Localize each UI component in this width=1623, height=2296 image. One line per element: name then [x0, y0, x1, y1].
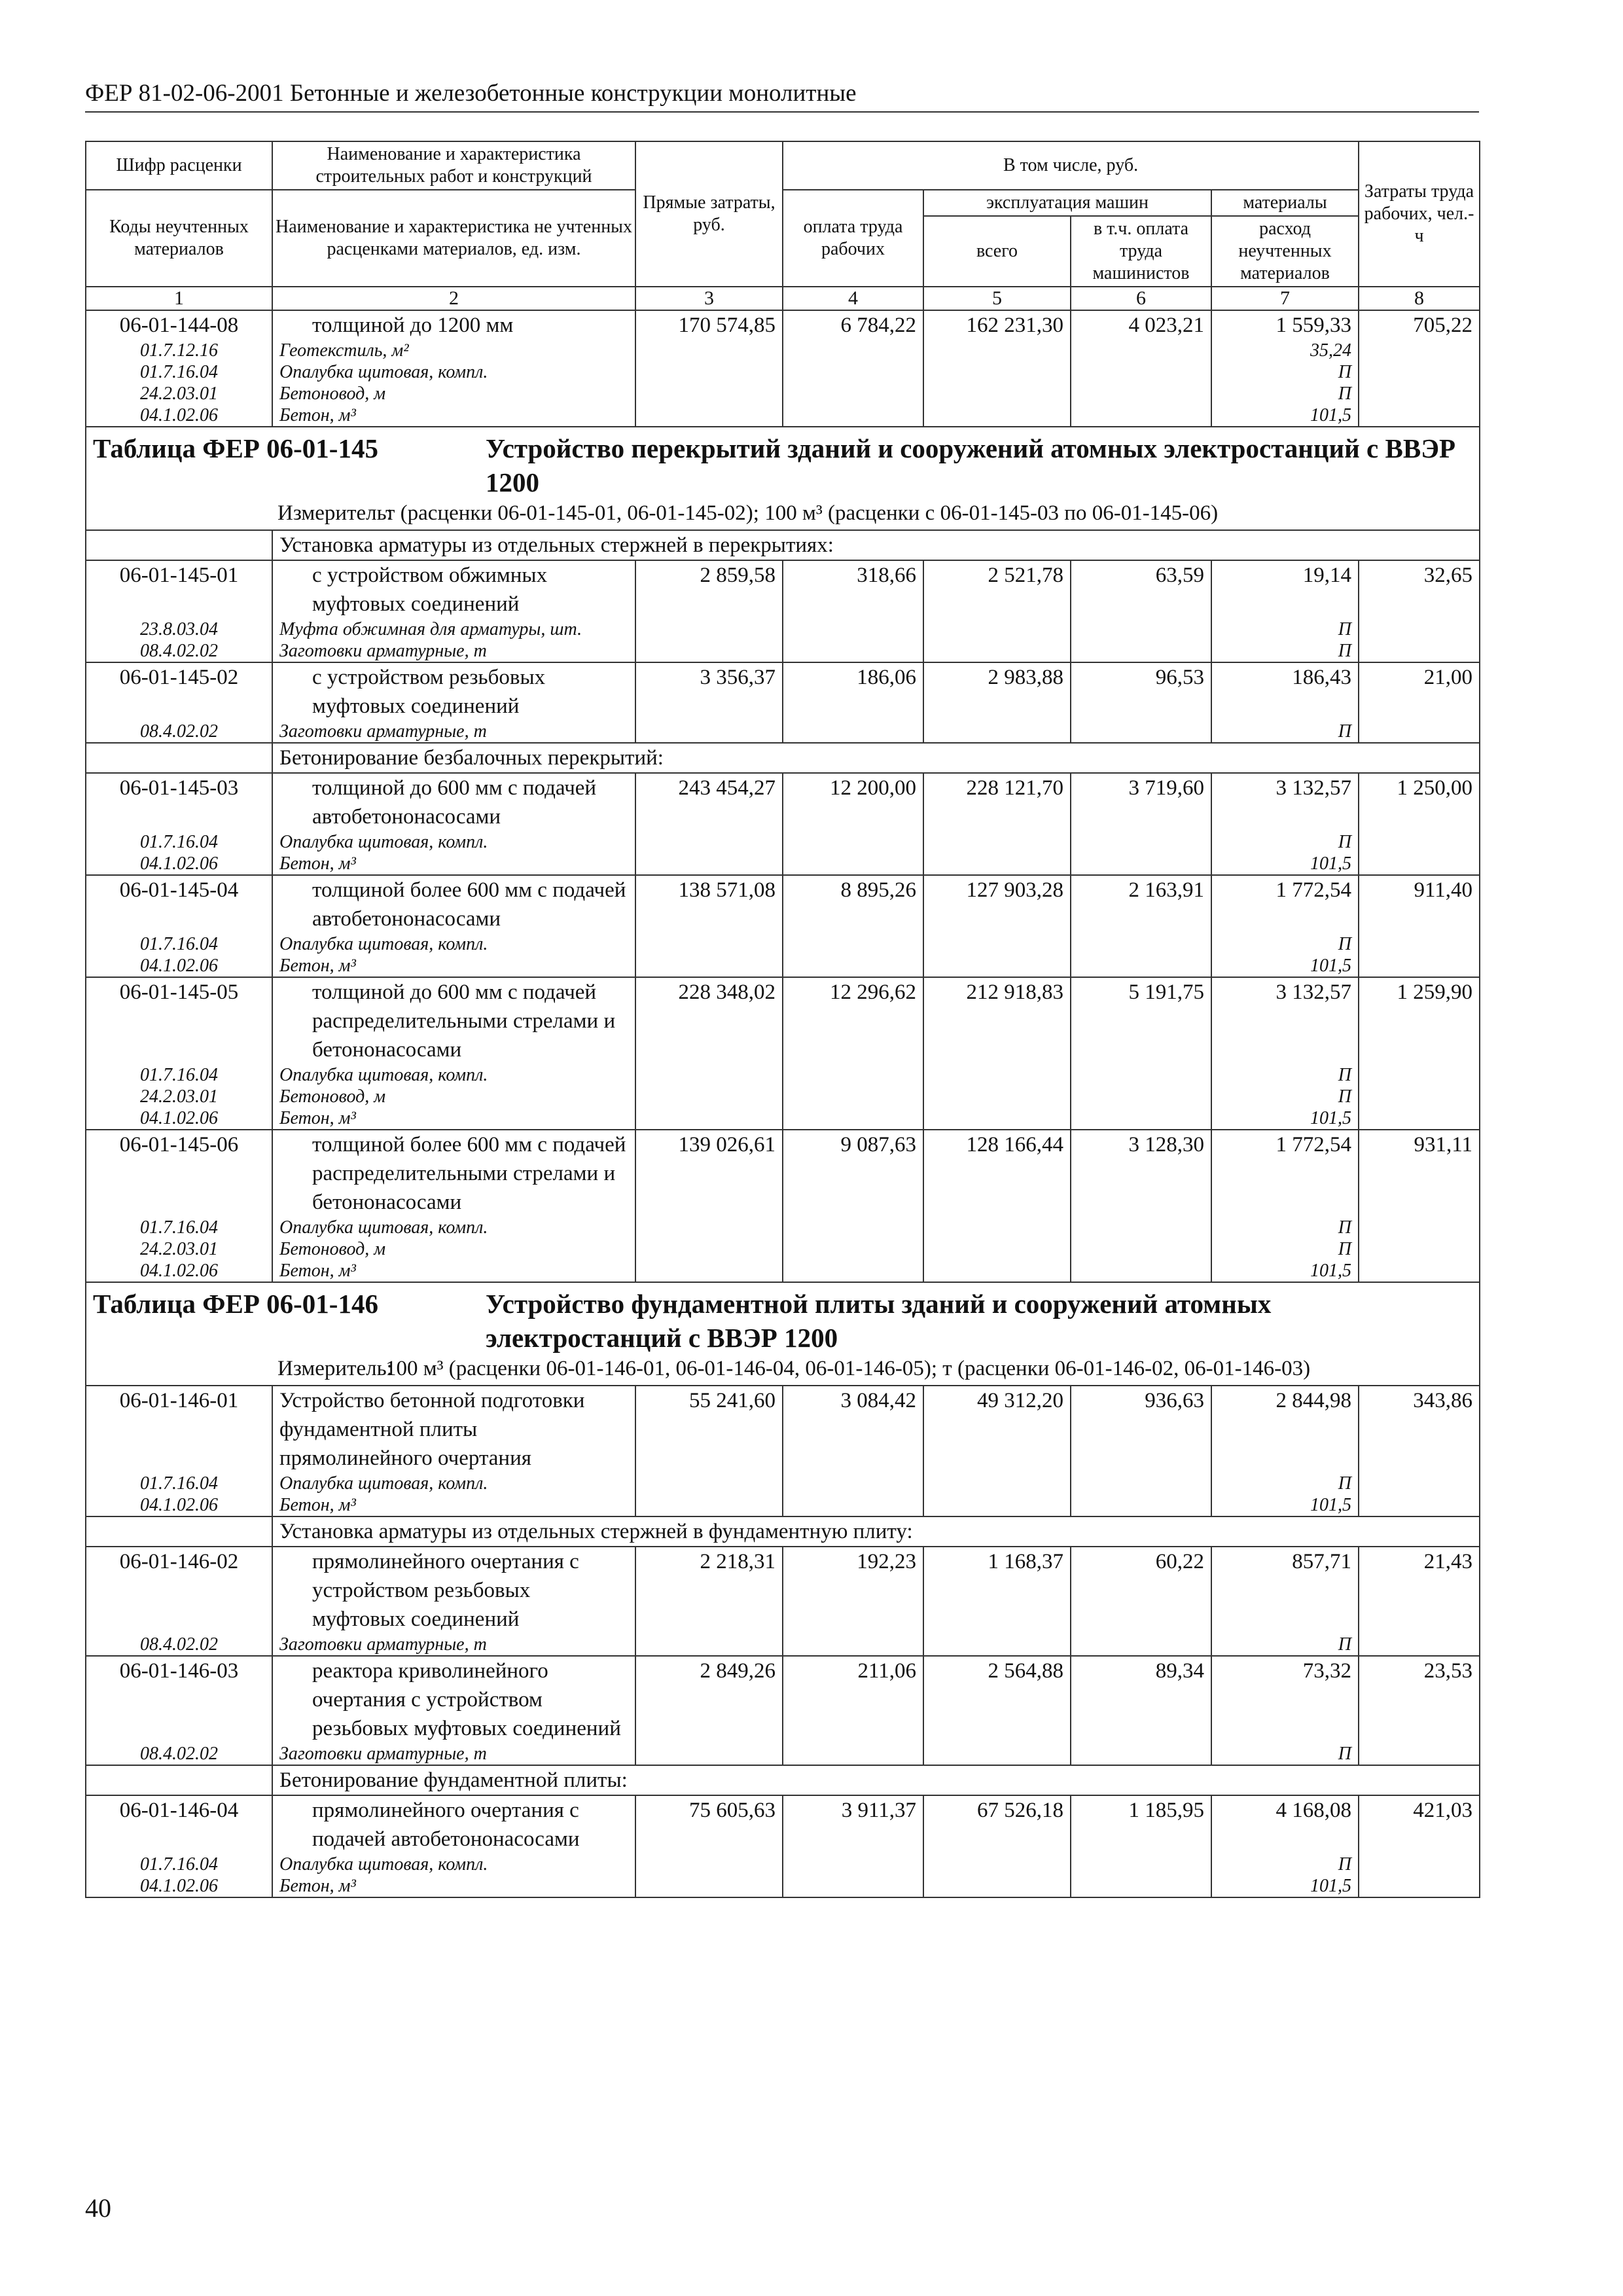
col-labor-pay-header: оплата труда рабочих — [783, 190, 923, 287]
direct-cost: 170 574,85 — [635, 310, 783, 340]
material-qty: П — [1211, 933, 1359, 955]
rate-name: толщиной до 600 мм с подачей распределительными стрелами и бетононасосами — [272, 977, 635, 1064]
labor-cost: 23,53 — [1359, 1656, 1480, 1743]
machines-total: 2 521,78 — [923, 560, 1071, 619]
material-code: 01.7.16.04 — [86, 933, 272, 955]
labor-pay: 192,23 — [783, 1547, 923, 1634]
material-code: 01.7.12.16 — [86, 340, 272, 361]
col-consumption-header: расход неучтенных материалов — [1211, 216, 1359, 287]
labor-cost: 21,00 — [1359, 662, 1480, 721]
material-name: Бетон, м³ — [272, 1260, 635, 1282]
material-code: 08.4.02.02 — [86, 1634, 272, 1656]
material-qty: П — [1211, 721, 1359, 743]
col-number: 7 — [1211, 287, 1359, 310]
labor-pay: 6 784,22 — [783, 310, 923, 340]
rate-row — [86, 310, 1480, 340]
col-number: 4 — [783, 287, 923, 310]
material-name: Опалубка щитовая, компл. — [272, 1064, 635, 1086]
machines-total: 2 564,88 — [923, 1656, 1071, 1743]
table-title-row — [86, 427, 1480, 530]
material-code: 08.4.02.02 — [86, 1743, 272, 1765]
material-code: 01.7.16.04 — [86, 1217, 272, 1238]
rate-code: 06-01-146-01 — [86, 1386, 272, 1473]
machinist-pay: 3 128,30 — [1071, 1130, 1211, 1217]
material-row — [86, 1238, 1480, 1260]
rate-code: 06-01-145-04 — [86, 875, 272, 933]
material-row — [86, 1634, 1480, 1656]
rate-row — [86, 1130, 1480, 1217]
rate-row — [86, 977, 1480, 1064]
material-name: Бетоновод, м — [272, 1238, 635, 1260]
labor-cost: 343,86 — [1359, 1386, 1480, 1473]
col-machines-header: эксплуатация машин — [923, 190, 1211, 216]
materials-cost: 2 844,98 — [1211, 1386, 1359, 1473]
material-qty: 101,5 — [1211, 404, 1359, 427]
rate-row — [86, 662, 1480, 721]
machines-total: 2 983,88 — [923, 662, 1071, 721]
labor-pay: 318,66 — [783, 560, 923, 619]
material-code: 24.2.03.01 — [86, 1238, 272, 1260]
machinist-pay: 1 185,95 — [1071, 1795, 1211, 1854]
rate-code: 06-01-145-06 — [86, 1130, 272, 1217]
materials-cost: 3 132,57 — [1211, 977, 1359, 1064]
material-row — [86, 1107, 1480, 1130]
materials-cost: 1 559,33 — [1211, 310, 1359, 340]
rate-code: 06-01-145-03 — [86, 773, 272, 831]
direct-cost: 55 241,60 — [635, 1386, 783, 1473]
rate-name: толщиной до 600 мм с подачей автобетононасосами — [272, 773, 635, 831]
material-code: 01.7.16.04 — [86, 831, 272, 853]
material-row — [86, 1854, 1480, 1875]
direct-cost: 228 348,02 — [635, 977, 783, 1064]
material-code: 04.1.02.06 — [86, 853, 272, 875]
rate-name: с устройством обжимных муфтовых соединений — [272, 560, 635, 619]
material-code: 01.7.16.04 — [86, 361, 272, 383]
machinist-pay: 96,53 — [1071, 662, 1211, 721]
material-row — [86, 640, 1480, 662]
material-name: Бетон, м³ — [272, 1494, 635, 1516]
material-qty: 101,5 — [1211, 1260, 1359, 1282]
material-row — [86, 619, 1480, 640]
labor-pay: 12 296,62 — [783, 977, 923, 1064]
rate-code: 06-01-146-02 — [86, 1547, 272, 1634]
direct-cost: 2 218,31 — [635, 1547, 783, 1634]
col-labor-cost-header: Затраты труда рабочих, чел.-ч — [1359, 141, 1480, 287]
direct-cost: 139 026,61 — [635, 1130, 783, 1217]
section-row — [86, 1765, 1480, 1795]
machines-total: 212 918,83 — [923, 977, 1071, 1064]
material-code: 04.1.02.06 — [86, 1107, 272, 1130]
col-name-header: Наименование и характеристика строительных работ и конструкций — [272, 141, 635, 190]
machines-total: 49 312,20 — [923, 1386, 1071, 1473]
material-qty: 101,5 — [1211, 955, 1359, 977]
rate-code: 06-01-145-05 — [86, 977, 272, 1064]
meter-value: т (расценки 06-01-145-01, 06-01-145-02); 100 м³ (расценки с 06-01-145-03 по 06-01-145-06) — [385, 501, 1219, 525]
rate-row — [86, 1547, 1480, 1634]
materials-cost: 857,71 — [1211, 1547, 1359, 1634]
machinist-pay: 89,34 — [1071, 1656, 1211, 1743]
materials-cost: 4 168,08 — [1211, 1795, 1359, 1854]
material-code: 23.8.03.04 — [86, 619, 272, 640]
material-name: Геотекстиль, м² — [272, 340, 635, 361]
table-code: Таблица ФЕР 06-01-146 — [93, 1289, 378, 1319]
section-row — [86, 1516, 1480, 1547]
material-row — [86, 340, 1480, 361]
section-row — [86, 530, 1480, 560]
labor-pay: 186,06 — [783, 662, 923, 721]
col-code-header: Шифр расценки — [86, 141, 272, 190]
labor-cost: 21,43 — [1359, 1547, 1480, 1634]
material-code: 08.4.02.02 — [86, 721, 272, 743]
material-row — [86, 853, 1480, 875]
machinist-pay: 4 023,21 — [1071, 310, 1211, 340]
material-code: 24.2.03.01 — [86, 383, 272, 404]
section-row — [86, 743, 1480, 773]
col-number: 2 — [272, 287, 635, 310]
material-code: 04.1.02.06 — [86, 1260, 272, 1282]
material-row — [86, 1217, 1480, 1238]
material-qty: П — [1211, 640, 1359, 662]
material-name: Муфта обжимная для арматуры, шт. — [272, 619, 635, 640]
page-number: 40 — [85, 2193, 111, 2223]
material-name: Опалубка щитовая, компл. — [272, 1473, 635, 1494]
material-qty: П — [1211, 1854, 1359, 1875]
material-name: Заготовки арматурные, т — [272, 1634, 635, 1656]
machines-total: 228 121,70 — [923, 773, 1071, 831]
direct-cost: 75 605,63 — [635, 1795, 783, 1854]
machines-total: 67 526,18 — [923, 1795, 1071, 1854]
rate-code: 06-01-145-01 — [86, 560, 272, 619]
rate-code: 06-01-146-04 — [86, 1795, 272, 1854]
machinist-pay: 60,22 — [1071, 1547, 1211, 1634]
table-code: Таблица ФЕР 06-01-145 — [93, 433, 378, 463]
col-number: 5 — [923, 287, 1071, 310]
labor-cost: 705,22 — [1359, 310, 1480, 340]
material-row — [86, 1494, 1480, 1516]
column-numbers-row — [86, 287, 1480, 310]
material-name: Опалубка щитовая, компл. — [272, 831, 635, 853]
materials-cost: 3 132,57 — [1211, 773, 1359, 831]
labor-cost: 911,40 — [1359, 875, 1480, 933]
rate-name: Устройство бетонной подготовки фундаментной плиты прямолинейного очертания — [272, 1386, 635, 1473]
document-header: ФЕР 81-02-06-2001 Бетонные и железобетонные конструкции монолитные — [85, 77, 1479, 113]
materials-cost: 19,14 — [1211, 560, 1359, 619]
rate-row — [86, 773, 1480, 831]
rate-row — [86, 560, 1480, 619]
material-name: Заготовки арматурные, т — [272, 721, 635, 743]
materials-cost: 1 772,54 — [1211, 875, 1359, 933]
material-row — [86, 361, 1480, 383]
material-name: Опалубка щитовая, компл. — [272, 1217, 635, 1238]
material-code: 04.1.02.06 — [86, 955, 272, 977]
rate-name: прямолинейного очертания с подачей автобетононасосами — [272, 1795, 635, 1854]
material-row — [86, 383, 1480, 404]
materials-cost: 1 772,54 — [1211, 1130, 1359, 1217]
material-qty: 101,5 — [1211, 853, 1359, 875]
material-row — [86, 1064, 1480, 1086]
col-total-header: всего — [923, 216, 1071, 287]
material-row — [86, 955, 1480, 977]
material-name: Бетон, м³ — [272, 853, 635, 875]
material-row — [86, 1086, 1480, 1107]
col-name-unaccounted-header: Наименование и характеристика не учтенных расценками материалов, ед. изм. — [272, 190, 635, 287]
machines-total: 162 231,30 — [923, 310, 1071, 340]
machines-total: 127 903,28 — [923, 875, 1071, 933]
col-machinist-header: в т.ч. оплата труда машинистов — [1071, 216, 1211, 287]
col-codes-unaccounted-header: Коды неучтенных материалов — [86, 190, 272, 287]
material-name: Бетон, м³ — [272, 955, 635, 977]
material-qty: П — [1211, 1238, 1359, 1260]
material-code: 01.7.16.04 — [86, 1854, 272, 1875]
labor-pay: 3 911,37 — [783, 1795, 923, 1854]
material-qty: 101,5 — [1211, 1107, 1359, 1130]
materials-cost: 186,43 — [1211, 662, 1359, 721]
material-qty: П — [1211, 1743, 1359, 1765]
material-row — [86, 933, 1480, 955]
material-code: 04.1.02.06 — [86, 1875, 272, 1897]
labor-cost: 1 250,00 — [1359, 773, 1480, 831]
material-name: Заготовки арматурные, т — [272, 640, 635, 662]
material-name: Опалубка щитовая, компл. — [272, 1854, 635, 1875]
col-materials-header: материалы — [1211, 190, 1359, 216]
material-name: Бетон, м³ — [272, 1107, 635, 1130]
labor-cost: 931,11 — [1359, 1130, 1480, 1217]
machinist-pay: 63,59 — [1071, 560, 1211, 619]
material-name: Заготовки арматурные, т — [272, 1743, 635, 1765]
machinist-pay: 3 719,60 — [1071, 773, 1211, 831]
rate-name: толщиной более 600 мм с подачей автобетононасосами — [272, 875, 635, 933]
material-code: 04.1.02.06 — [86, 1494, 272, 1516]
rate-name: толщиной до 1200 мм — [272, 310, 635, 340]
material-row — [86, 1743, 1480, 1765]
material-name: Бетон, м³ — [272, 1875, 635, 1897]
material-name: Опалубка щитовая, компл. — [272, 361, 635, 383]
material-name: Бетон, м³ — [272, 404, 635, 427]
col-number: 8 — [1359, 287, 1480, 310]
material-name: Бетоновод, м — [272, 1086, 635, 1107]
rate-code: 06-01-145-02 — [86, 662, 272, 721]
material-row — [86, 1260, 1480, 1282]
material-qty: П — [1211, 1217, 1359, 1238]
material-code: 01.7.16.04 — [86, 1064, 272, 1086]
labor-cost: 32,65 — [1359, 560, 1480, 619]
machinist-pay: 5 191,75 — [1071, 977, 1211, 1064]
material-qty: П — [1211, 831, 1359, 853]
direct-cost: 2 849,26 — [635, 1656, 783, 1743]
material-qty: П — [1211, 619, 1359, 640]
col-including-header: В том числе, руб. — [783, 141, 1359, 190]
material-qty: П — [1211, 1064, 1359, 1086]
material-row — [86, 1875, 1480, 1897]
material-qty: 35,24 — [1211, 340, 1359, 361]
table-title: Устройство фундаментной плиты зданий и сооружений атомных электростанций с ВВЭР 1200 — [486, 1289, 1272, 1353]
rate-row — [86, 875, 1480, 933]
material-code: 01.7.16.04 — [86, 1473, 272, 1494]
table-title-row — [86, 1282, 1480, 1386]
machinist-pay: 936,63 — [1071, 1386, 1211, 1473]
labor-cost: 421,03 — [1359, 1795, 1480, 1854]
labor-pay: 12 200,00 — [783, 773, 923, 831]
meter-label: Измеритель: — [277, 1357, 393, 1380]
material-row — [86, 831, 1480, 853]
material-row — [86, 404, 1480, 427]
material-qty: П — [1211, 383, 1359, 404]
labor-pay: 9 087,63 — [783, 1130, 923, 1217]
rate-row — [86, 1656, 1480, 1743]
rate-row — [86, 1795, 1480, 1854]
col-direct-header: Прямые затраты, руб. — [635, 141, 783, 287]
material-code: 04.1.02.06 — [86, 404, 272, 427]
meter-label: Измеритель: — [277, 501, 393, 525]
material-code: 24.2.03.01 — [86, 1086, 272, 1107]
labor-cost: 1 259,90 — [1359, 977, 1480, 1064]
rate-code: 06-01-146-03 — [86, 1656, 272, 1743]
machinist-pay: 2 163,91 — [1071, 875, 1211, 933]
rate-code: 06-01-144-08 — [86, 310, 272, 340]
material-qty: 101,5 — [1211, 1494, 1359, 1516]
labor-pay: 8 895,26 — [783, 875, 923, 933]
direct-cost: 243 454,27 — [635, 773, 783, 831]
machines-total: 128 166,44 — [923, 1130, 1071, 1217]
rate-name: толщиной более 600 мм с подачей распределительными стрелами и бетононасосами — [272, 1130, 635, 1217]
table-title: Устройство перекрытий зданий и сооружений атомных электростанций с ВВЭР 1200 — [486, 433, 1456, 497]
material-name: Бетоновод, м — [272, 383, 635, 404]
material-qty: 101,5 — [1211, 1875, 1359, 1897]
rate-name: прямолинейного очертания с устройством резьбовых муфтовых соединений — [272, 1547, 635, 1634]
material-row — [86, 721, 1480, 743]
material-qty: П — [1211, 361, 1359, 383]
material-qty: П — [1211, 1634, 1359, 1656]
labor-pay: 3 084,42 — [783, 1386, 923, 1473]
material-row — [86, 1473, 1480, 1494]
section-title: Бетонирование фундаментной плиты: — [272, 1765, 1480, 1795]
material-name: Опалубка щитовая, компл. — [272, 933, 635, 955]
rate-row — [86, 1386, 1480, 1473]
col-number: 6 — [1071, 287, 1211, 310]
material-qty: П — [1211, 1086, 1359, 1107]
rate-name: реактора криволинейного очертания с устройством резьбовых муфтовых соединений — [272, 1656, 635, 1743]
col-number: 3 — [635, 287, 783, 310]
machines-total: 1 168,37 — [923, 1547, 1071, 1634]
rates-table — [85, 141, 1480, 1898]
materials-cost: 73,32 — [1211, 1656, 1359, 1743]
meter-value: 100 м³ (расценки 06-01-146-01, 06-01-146-04, 06-01-146-05); т (расценки 06-01-146-02, 06-01-146-03) — [385, 1357, 1311, 1380]
section-title: Установка арматуры из отдельных стержней в фундаментную плиту: — [272, 1516, 1480, 1547]
material-qty: П — [1211, 1473, 1359, 1494]
direct-cost: 138 571,08 — [635, 875, 783, 933]
direct-cost: 2 859,58 — [635, 560, 783, 619]
section-title: Бетонирование безбалочных перекрытий: — [272, 743, 1480, 773]
col-number: 1 — [86, 287, 272, 310]
direct-cost: 3 356,37 — [635, 662, 783, 721]
labor-pay: 211,06 — [783, 1656, 923, 1743]
section-title: Установка арматуры из отдельных стержней в перекрытиях: — [272, 530, 1480, 560]
rate-name: с устройством резьбовых муфтовых соединений — [272, 662, 635, 721]
material-code: 08.4.02.02 — [86, 640, 272, 662]
